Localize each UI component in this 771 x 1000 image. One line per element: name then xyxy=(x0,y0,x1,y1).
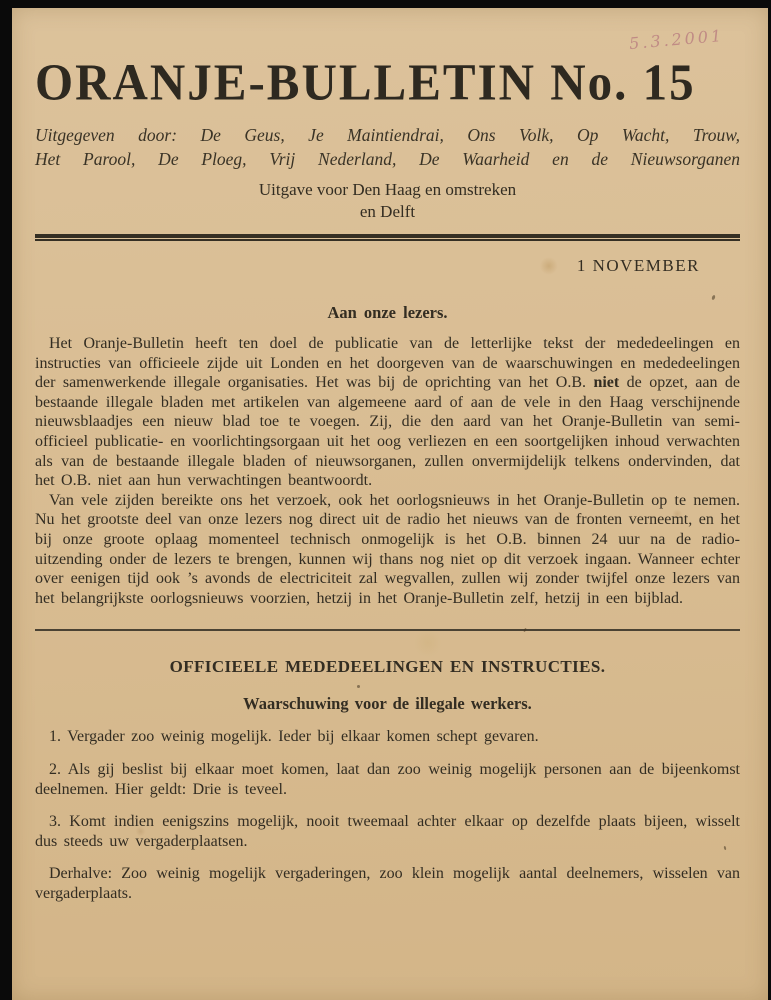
paragraph-text: Het Oranje-Bulletin heeft ten doel de publicatie van de letterlijke tekst der mededeelingen en instructies van officieele zijde uit Londen en het doorgeven van de waarschuwingen en mededeelingen der samenwerkende illegale organisaties. Het was bij de oprichting van het O.B. xyxy=(35,335,740,392)
publishers-line xyxy=(35,123,740,171)
page-content xyxy=(12,52,768,903)
warning-subheading: Waarschuwing voor de illegale werkers. xyxy=(243,694,532,714)
section-divider-rule xyxy=(35,629,740,631)
instruction-item-3: 3. Komt indien eenigszins mogelijk, nooit tweemaal achter elkaar op dezelfde plaats bijeen, wisselt dus steeds uw vergaderplaatsen. xyxy=(35,813,740,850)
conclusion-paragraph: Derhalve: Zoo weinig mogelijk vergaderingen, zoo klein mogelijk aantal deelnemers, wisselen van vergaderplaats. xyxy=(35,865,740,902)
paper-sheet xyxy=(12,8,768,1000)
instruction-item-2: 2. Als gij beslist bij elkaar moet komen, laat dan zoo weinig mogelijk personen aan de bijeenkomst deelnemen. Hier geldt: Drie is teveel. xyxy=(35,760,740,798)
paper-speck xyxy=(357,685,360,688)
readers-paragraph-2: Van vele zijden bereikte ons het verzoek, ook het oorlogsnieuws in het Oranje-Bulletin op te nemen. Nu het grootste deel van onze lezers nog direct uit de radio het nieuws van de fronten verneemt, en het bij onze groote oplaag momenteel technisch onmogelijk is het O.B. binnen 24 uur na de radio-uitzending onder de lezers te brengen, kunnen wij thans nog niet op dit verzoek ingaan. Wanneer echter over eenigen tijd ook ’s avonds de electriciteit zal wegvallen, zullen wij zonder twijfel onze lezers van het belangrijkste oorlogsnieuws voorzien, hetzij in het Oranje-Bulletin zelf, hetzij in een bijblad. xyxy=(35,491,740,607)
instruction-item-1: 1. Vergader zoo weinig mogelijk. Ieder bij elkaar komen schept gevaren. xyxy=(49,728,539,746)
handwritten-archive-date: 5.3.2001 xyxy=(628,25,725,54)
bulletin-title: ORANJE-BULLETIN No. 15 xyxy=(35,53,696,112)
emphasized-word: niet xyxy=(593,374,620,392)
paragraph-text: de opzet, aan de bestaande illegale bladen met artikelen van algemeene aard of aan de vele in den Haag verschijnende nieuwsblaadjes een nieuw blad toe te voegen. Zij, die den aard van het Oranje-Bulletin van semi-officieel publicatie- en voorlichtingsorgaan uit het oog verliezen en een soortgelijken inhoud verwachten als van de bestaande illegale bladen of nieuwsorganen, zullen onvermijdelijk telkens ondervinden, dat het O.B. niet aan hun verwachtingen beantwoordt. xyxy=(35,374,740,490)
publishers-line-2: Het Parool, De Ploeg, Vrij Nederland, De Waarheid en de Nieuwsorganen xyxy=(35,149,740,169)
official-section-heading: OFFICIEELE MEDEDEELINGEN EN INSTRUCTIES. xyxy=(169,657,606,677)
readers-paragraph-1 xyxy=(35,334,740,491)
edition-region-line-2: en Delft xyxy=(359,202,416,221)
masthead-divider-rule xyxy=(35,234,740,241)
issue-date: 1 NOVEMBER xyxy=(576,256,700,275)
readers-section-heading: Aan onze lezers. xyxy=(327,303,448,322)
edition-region-line: Uitgave voor Den Haag en omstreken xyxy=(258,180,517,199)
publishers-line-1: Uitgegeven door: De Geus, Je Maintiendrai, Ons Volk, Op Wacht, Trouw, xyxy=(35,125,740,145)
